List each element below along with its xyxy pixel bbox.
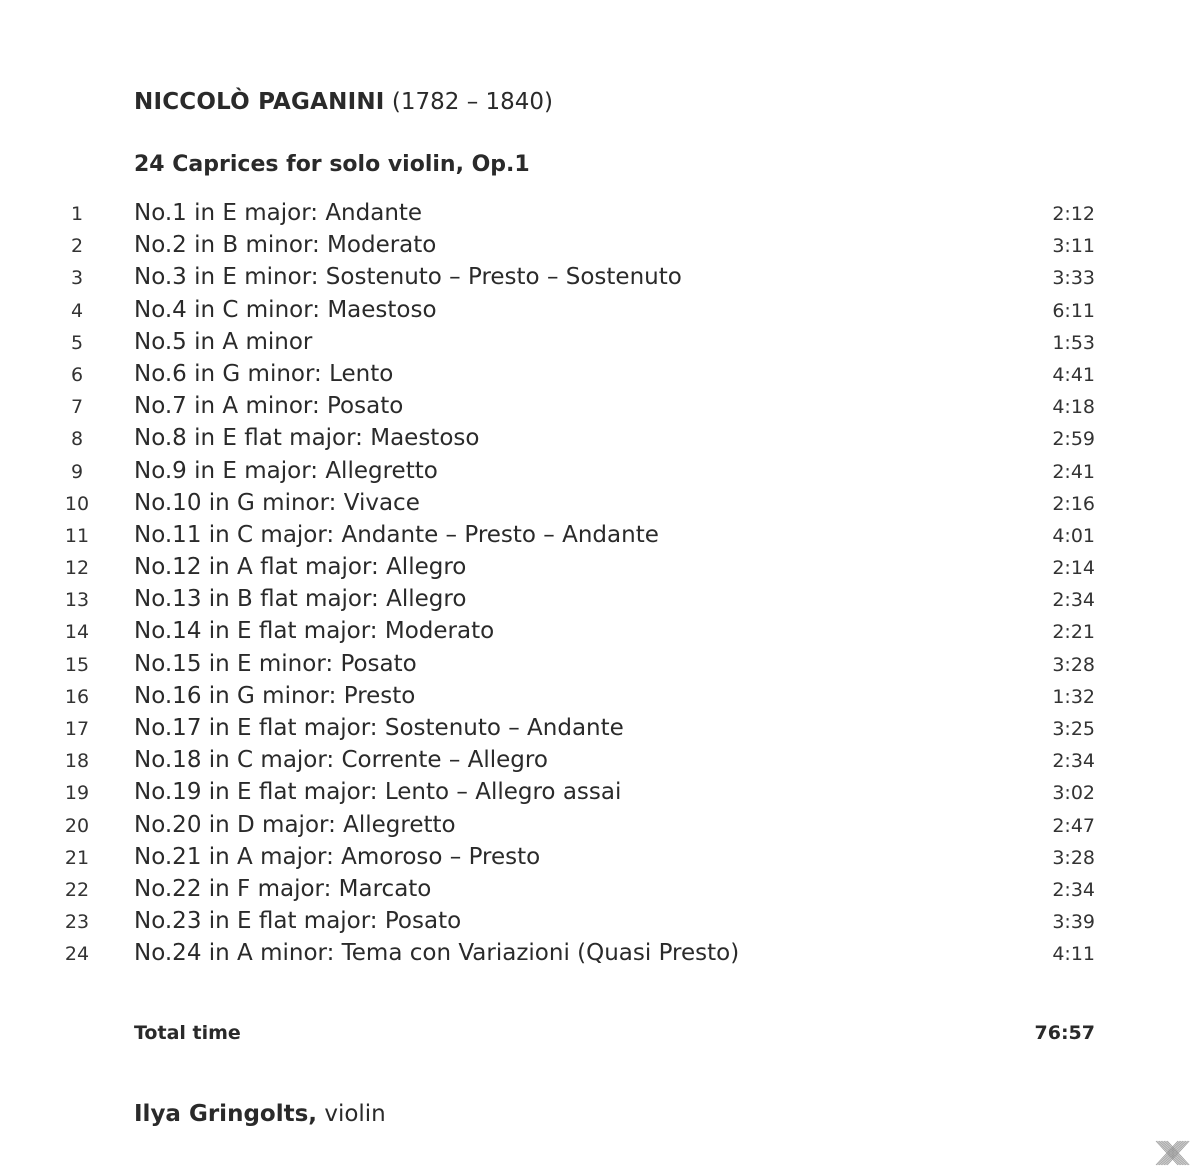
- track-number: 17: [64, 718, 90, 740]
- track-title: No.7 in A minor: Posato: [134, 393, 404, 420]
- track-duration: 3:28: [1052, 846, 1095, 869]
- track-title: No.22 in F major: Marcato: [134, 875, 432, 902]
- track-number: 2: [70, 235, 84, 258]
- track-duration: 2:47: [1052, 814, 1095, 837]
- track-title: No.3 in E minor: Sostenuto – Presto – Sostenuto: [134, 264, 682, 291]
- track-number: 15: [64, 653, 90, 676]
- track-number: 9: [70, 460, 84, 483]
- track-title: No.8 in E flat major: Maestoso: [134, 425, 480, 452]
- track-duration: 4:01: [1052, 524, 1095, 547]
- work-title: 24 Caprices for solo violin, Op.1: [134, 152, 530, 177]
- track-row: [0, 648, 1200, 680]
- track-duration: 3:39: [1052, 911, 1095, 934]
- track-title: No.19 in E flat major: Lento – Allegro assai: [134, 779, 622, 806]
- track-title: No.16 in G minor: Presto: [134, 682, 416, 709]
- track-duration: 6:11: [1052, 299, 1095, 322]
- performer-name: Ilya Gringolts,: [134, 1101, 318, 1127]
- track-duration: 4:11: [1052, 943, 1095, 966]
- track-number: 10: [64, 492, 90, 515]
- track-title: No.5 in A minor: [134, 328, 313, 355]
- track-number: 16: [64, 685, 90, 708]
- track-row: [0, 776, 1200, 808]
- track-row: [0, 326, 1200, 358]
- track-duration: 4:18: [1052, 396, 1095, 419]
- track-number: 14: [64, 621, 90, 644]
- track-row: [0, 261, 1200, 293]
- track-row: [0, 841, 1200, 873]
- track-duration: 2:21: [1052, 621, 1095, 644]
- composer-heading: [134, 86, 553, 118]
- track-title: No.24 in A minor: Tema con Variazioni (Quasi Presto): [134, 940, 740, 967]
- track-row: [0, 551, 1200, 583]
- track-duration: 2:12: [1052, 203, 1095, 225]
- track-duration: 2:34: [1052, 878, 1095, 901]
- track-duration: 4:41: [1052, 363, 1095, 386]
- track-row: [0, 455, 1200, 487]
- track-duration: 1:53: [1052, 331, 1095, 354]
- track-title: No.12 in A flat major: Allegro: [134, 554, 467, 581]
- total-time-label: Total time: [134, 1022, 241, 1044]
- track-duration: 2:16: [1052, 492, 1095, 515]
- performer-credit: [134, 1098, 386, 1130]
- track-duration: 3:28: [1052, 653, 1095, 676]
- track-duration: 2:41: [1052, 460, 1095, 483]
- track-row: [0, 809, 1200, 841]
- composer-dates: (1782 – 1840): [391, 89, 554, 115]
- track-duration: 2:14: [1052, 557, 1095, 580]
- track-title: No.17 in E flat major: Sostenuto – Andante: [134, 715, 624, 741]
- track-row: [0, 744, 1200, 776]
- track-duration: 3:02: [1052, 782, 1095, 805]
- track-number: 23: [64, 911, 90, 934]
- track-duration: 2:59: [1052, 428, 1095, 451]
- track-number: 20: [64, 814, 90, 837]
- track-title: No.18 in C major: Corrente – Allegro: [134, 747, 548, 774]
- track-title: No.23 in E flat major: Posato: [134, 908, 462, 935]
- track-title: No.20 in D major: Allegretto: [134, 811, 456, 838]
- track-list: [0, 197, 1200, 970]
- track-duration: 2:34: [1052, 750, 1095, 773]
- track-row: [0, 390, 1200, 422]
- track-row: [0, 583, 1200, 615]
- hatched-x-logo-icon: [1154, 1139, 1192, 1167]
- track-title: No.1 in E major: Andante: [134, 200, 423, 226]
- track-number: 24: [64, 943, 90, 966]
- track-duration: 3:33: [1052, 267, 1095, 290]
- track-row: [0, 519, 1200, 551]
- track-title: No.14 in E flat major: Moderato: [134, 618, 495, 645]
- track-number: 12: [64, 557, 90, 580]
- track-row: [0, 937, 1200, 969]
- track-title: No.6 in G minor: Lento: [134, 360, 394, 387]
- track-duration: 2:34: [1052, 589, 1095, 612]
- track-row: [0, 229, 1200, 261]
- track-number: 1: [70, 203, 84, 225]
- track-row: [0, 487, 1200, 519]
- track-duration: 1:32: [1052, 685, 1095, 708]
- track-number: 22: [64, 878, 90, 901]
- track-row: [0, 712, 1200, 744]
- track-title: No.13 in B flat major: Allegro: [134, 586, 467, 613]
- track-title: No.2 in B minor: Moderato: [134, 232, 437, 259]
- track-row: [0, 197, 1200, 229]
- track-number: 8: [70, 428, 84, 451]
- track-number: 7: [70, 396, 84, 419]
- track-number: 4: [70, 299, 84, 322]
- track-row: [0, 615, 1200, 647]
- track-row: [0, 294, 1200, 326]
- track-row: [0, 873, 1200, 905]
- track-title: No.15 in E minor: Posato: [134, 650, 417, 677]
- composer-name: NICCOLÒ PAGANINI: [134, 89, 385, 115]
- track-number: 18: [64, 750, 90, 773]
- performer-instrument: violin: [324, 1101, 386, 1127]
- track-title: No.9 in E major: Allegretto: [134, 457, 438, 484]
- total-time-value: 76:57: [1034, 1022, 1095, 1044]
- track-duration: 3:11: [1052, 235, 1095, 258]
- track-number: 13: [64, 589, 90, 612]
- track-number: 21: [64, 846, 90, 869]
- track-row: [0, 905, 1200, 937]
- track-row: [0, 680, 1200, 712]
- track-row: [0, 422, 1200, 454]
- track-title: No.21 in A major: Amoroso – Presto: [134, 843, 541, 870]
- track-title: No.11 in C major: Andante – Presto – Andante: [134, 521, 659, 548]
- track-number: 3: [70, 267, 84, 290]
- track-row: [0, 358, 1200, 390]
- track-number: 11: [64, 524, 90, 547]
- track-number: 6: [70, 363, 84, 386]
- track-title: No.10 in G minor: Vivace: [134, 489, 420, 516]
- track-number: 5: [70, 331, 84, 354]
- track-title: No.4 in C minor: Maestoso: [134, 296, 437, 323]
- track-number: 19: [64, 782, 90, 805]
- track-duration: 3:25: [1052, 718, 1095, 740]
